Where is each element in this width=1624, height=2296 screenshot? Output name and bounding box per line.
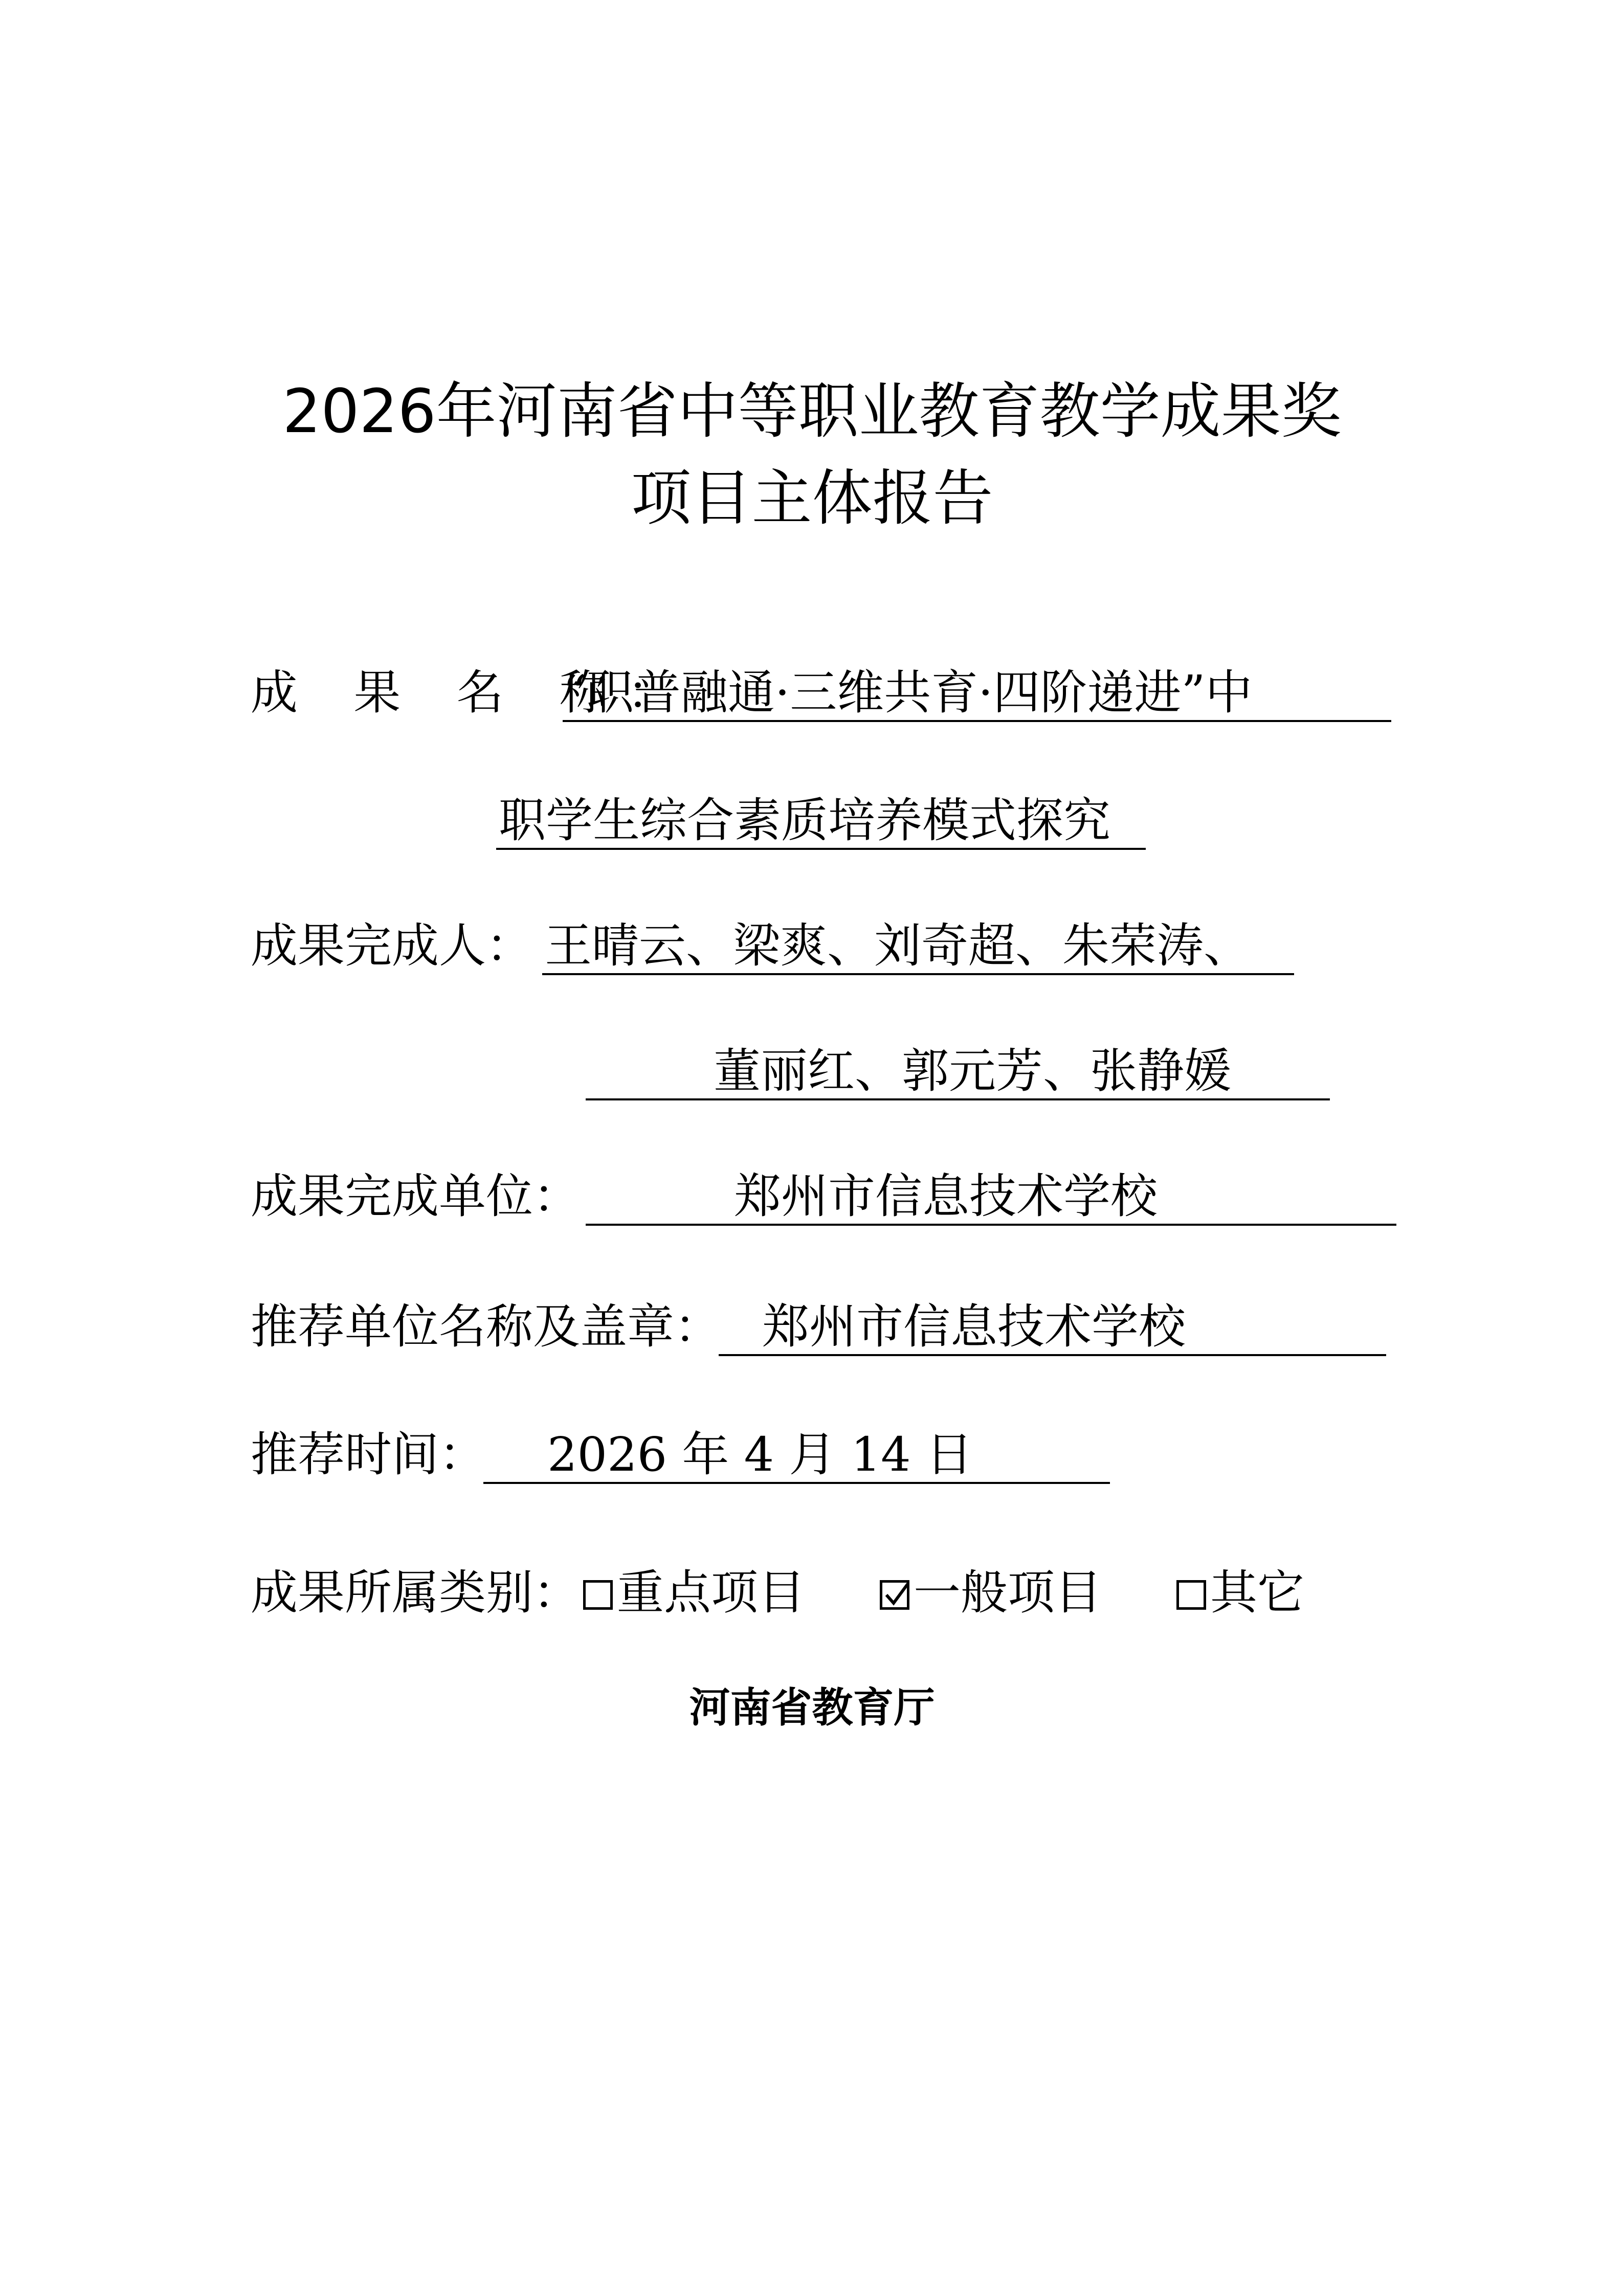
checkmark-icon: [883, 1580, 911, 1610]
recommendation-time-label: 推荐时间：: [251, 1427, 486, 1482]
completing-unit-label: 成果完成单位：: [251, 1169, 581, 1224]
category-option-other[interactable]: [1176, 1560, 1304, 1626]
category-label: 成果所属类别：: [251, 1565, 581, 1620]
field-recommendation-time: [251, 1422, 1110, 1488]
field-completers: [251, 913, 1294, 979]
recommendation-time-value: 2026 年 4 月 14 日: [547, 1427, 973, 1482]
category-option-general-project[interactable]: [880, 1560, 1102, 1626]
recommending-unit-value: 郑州市信息技术学校: [762, 1299, 1186, 1354]
unchecked-box-icon[interactable]: [583, 1580, 613, 1610]
field-completers-cont: [586, 1038, 1330, 1105]
recommending-unit-label: 推荐单位名称及盖章：: [251, 1299, 722, 1354]
category-option-label: 其它: [1210, 1565, 1305, 1620]
report-title-line-1: 2026年河南省中等职业教育教学成果奖: [282, 376, 1342, 446]
category-option-label: 一般项目: [914, 1565, 1102, 1620]
field-achievement-name: [251, 660, 1396, 726]
completers-value-line-1: 王晴云、梁爽、刘奇超、朱荣涛、: [545, 918, 1251, 973]
completing-unit-value: 郑州市信息技术学校: [734, 1169, 1158, 1224]
report-title-line-2: 项目主体报告: [631, 463, 993, 533]
field-category: [251, 1560, 1427, 1626]
achievement-name-label: 成 果 名 称：: [251, 665, 695, 720]
completers-label: 成果完成人：: [251, 918, 533, 973]
category-option-key-project[interactable]: [583, 1560, 805, 1626]
category-option-label: 重点项目: [617, 1565, 806, 1620]
completers-value-line-2: 董丽红、郭元芳、张静媛: [714, 1044, 1232, 1098]
checked-box-icon[interactable]: [880, 1580, 909, 1610]
issuing-authority: 河南省教育厅: [689, 1684, 935, 1731]
achievement-name-value-line-1: “职普融通·三维共育·四阶递进”中: [563, 665, 1253, 720]
field-achievement-name-cont: [496, 787, 1146, 854]
field-recommending-unit: [251, 1294, 1386, 1360]
unchecked-box-icon[interactable]: [1176, 1580, 1206, 1610]
field-completing-unit: [251, 1163, 1396, 1230]
achievement-name-value-line-2: 职学生综合素质培养模式探究: [499, 793, 1111, 848]
